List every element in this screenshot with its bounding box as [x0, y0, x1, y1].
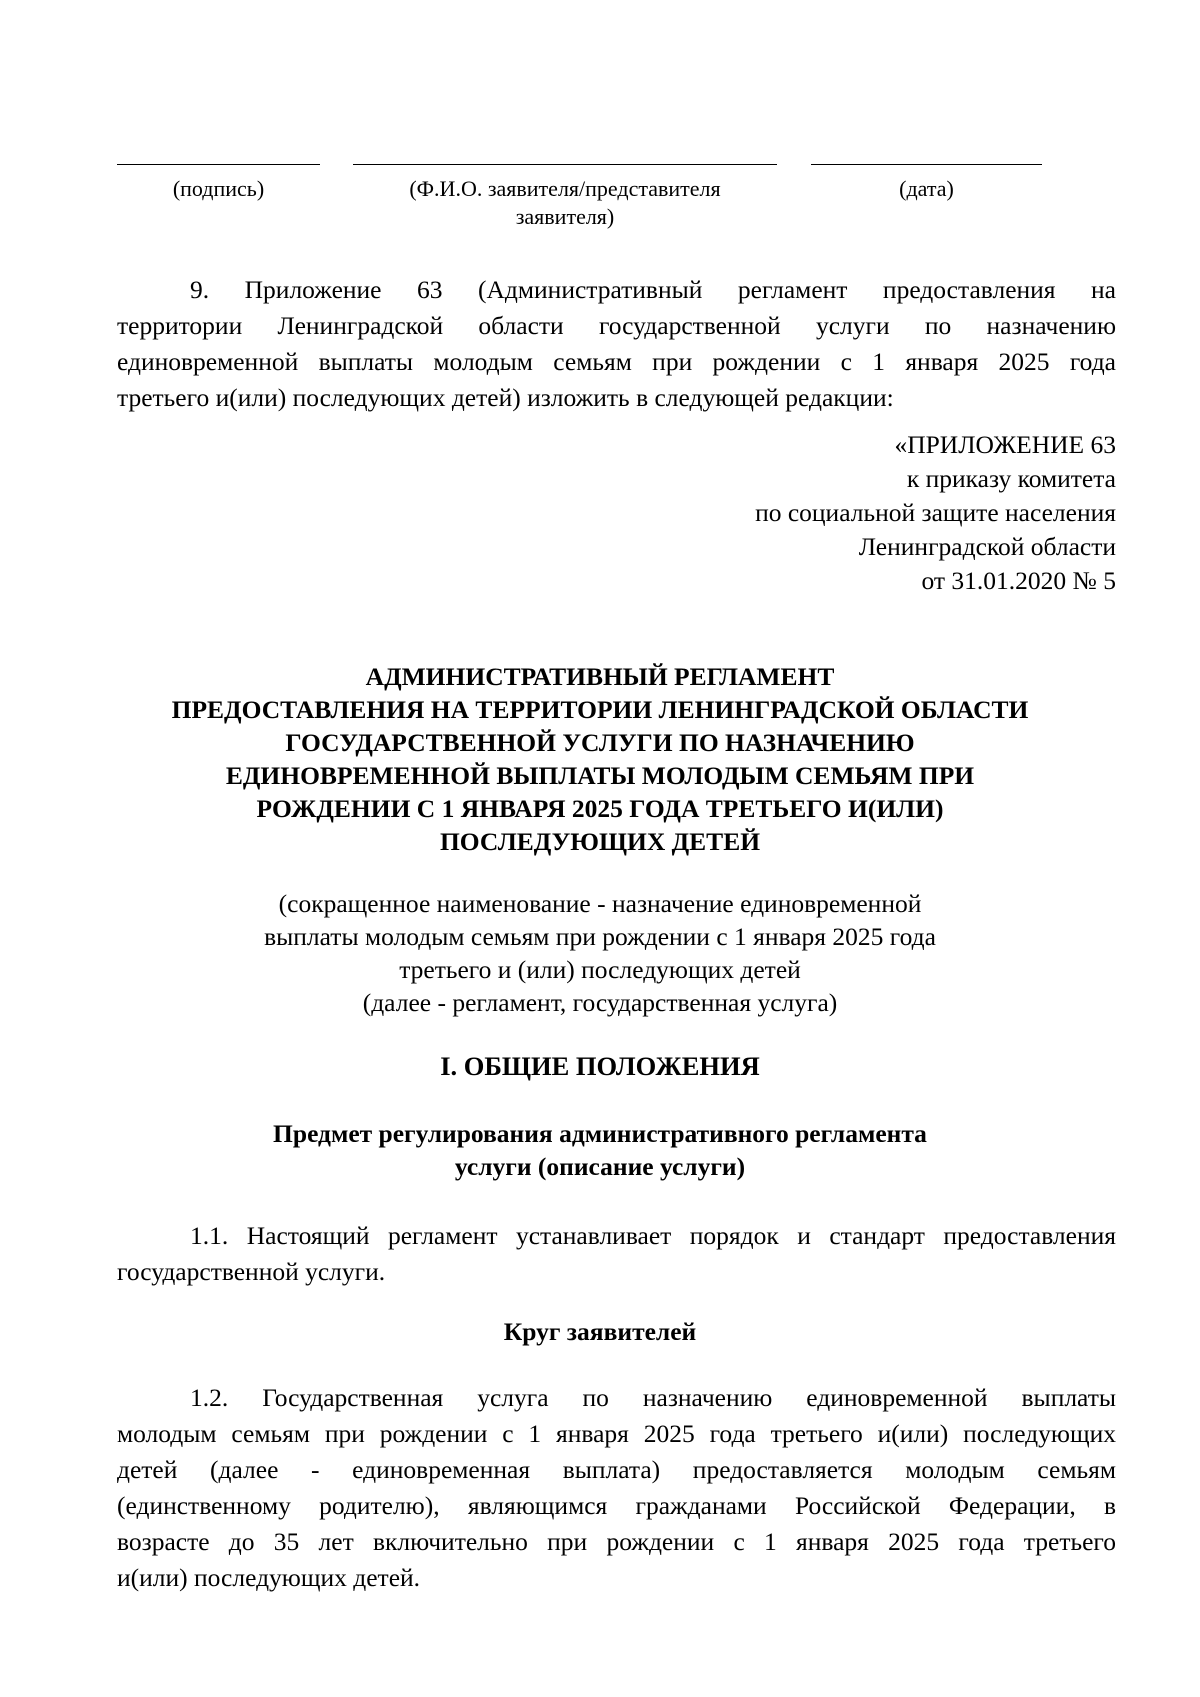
text-line: 1.1. Настоящий регламент устанавливает порядок и стандарт предоставления: [190, 1221, 1116, 1250]
short-name-block: [100, 887, 1100, 1019]
approval-line: от 31.01.2020 № 5: [921, 566, 1116, 595]
text-line: (единственному родителю), являющимся гражданами Российской Федерации, в: [117, 1491, 1116, 1520]
text-line: 9. Приложение 63 (Административный регламент предоставления на: [190, 275, 1116, 304]
text-line: территории Ленинградской области государственной услуги по назначению: [117, 311, 1116, 340]
regulation-title: [100, 660, 1100, 858]
signature-line: [117, 164, 320, 165]
subject-heading: Предмет регулирования административного регламента услуги (описание услуги): [273, 1119, 927, 1181]
section-heading: I. ОБЩИЕ ПОЛОЖЕНИЯ: [440, 1051, 760, 1081]
signature-caption: (подпись): [172, 176, 265, 201]
short-name-line: (далее - регламент, государственная услуга): [362, 988, 838, 1017]
text-line: детей (далее - единовременная выплата) предоставляется молодым семьям: [117, 1455, 1116, 1484]
short-name-line: третьего и (или) последующих детей: [399, 955, 801, 984]
paragraph-1-1: [117, 1218, 1116, 1290]
date-caption: (дата): [899, 176, 954, 201]
text-line: государственной услуги.: [117, 1257, 386, 1286]
text-line: единовременной выплаты молодым семьям при рождении с 1 января 2025 года: [117, 347, 1116, 376]
title-line: ЕДИНОВРЕМЕННОЙ ВЫПЛАТЫ МОЛОДЫМ СЕМЬЯМ ПРИ: [225, 761, 975, 790]
text-line: третьего и(или) последующих детей) изложить в следующей редакции:: [117, 383, 894, 412]
approval-line: «ПРИЛОЖЕНИЕ 63: [894, 430, 1116, 459]
title-line: АДМИНИСТРАТИВНЫЙ РЕГЛАМЕНТ: [365, 662, 835, 691]
text-line: молодым семьям при рождении с 1 января 2025 года третьего и(или) последующих: [117, 1419, 1116, 1448]
text-line: возрасте до 35 лет включительно при рождении с 1 января 2025 года третьего: [117, 1527, 1116, 1556]
date-line: [811, 164, 1042, 165]
applicants-heading: Круг заявителей: [503, 1317, 697, 1346]
title-line: РОЖДЕНИИ С 1 ЯНВАРЯ 2025 ГОДА ТРЕТЬЕГО И(ИЛИ): [256, 794, 944, 823]
approval-line: по социальной защите населения: [755, 498, 1116, 527]
text-line: 1.2. Государственная услуга по назначению единовременной выплаты: [190, 1383, 1116, 1412]
item-9-paragraph: [117, 272, 1116, 416]
short-name-line: выплаты молодым семьям при рождении с 1 января 2025 года: [264, 922, 936, 951]
name-caption: (Ф.И.О. заявителя/представителя заявителя): [409, 176, 721, 229]
title-line: ГОСУДАРСТВЕННОЙ УСЛУГИ ПО НАЗНАЧЕНИЮ: [285, 728, 915, 757]
paragraph-1-2: [117, 1380, 1116, 1596]
approval-block: [516, 428, 1116, 598]
title-line: ПРЕДОСТАВЛЕНИЯ НА ТЕРРИТОРИИ ЛЕНИНГРАДСКОЙ ОБЛАСТИ: [171, 695, 1029, 724]
short-name-line: (сокращенное наименование - назначение единовременной: [278, 889, 922, 918]
approval-line: к приказу комитета: [906, 464, 1116, 493]
title-line: ПОСЛЕДУЮЩИХ ДЕТЕЙ: [439, 827, 761, 856]
text-line: и(или) последующих детей.: [117, 1563, 421, 1592]
approval-line: Ленинградской области: [858, 532, 1116, 561]
name-line: [353, 164, 777, 165]
